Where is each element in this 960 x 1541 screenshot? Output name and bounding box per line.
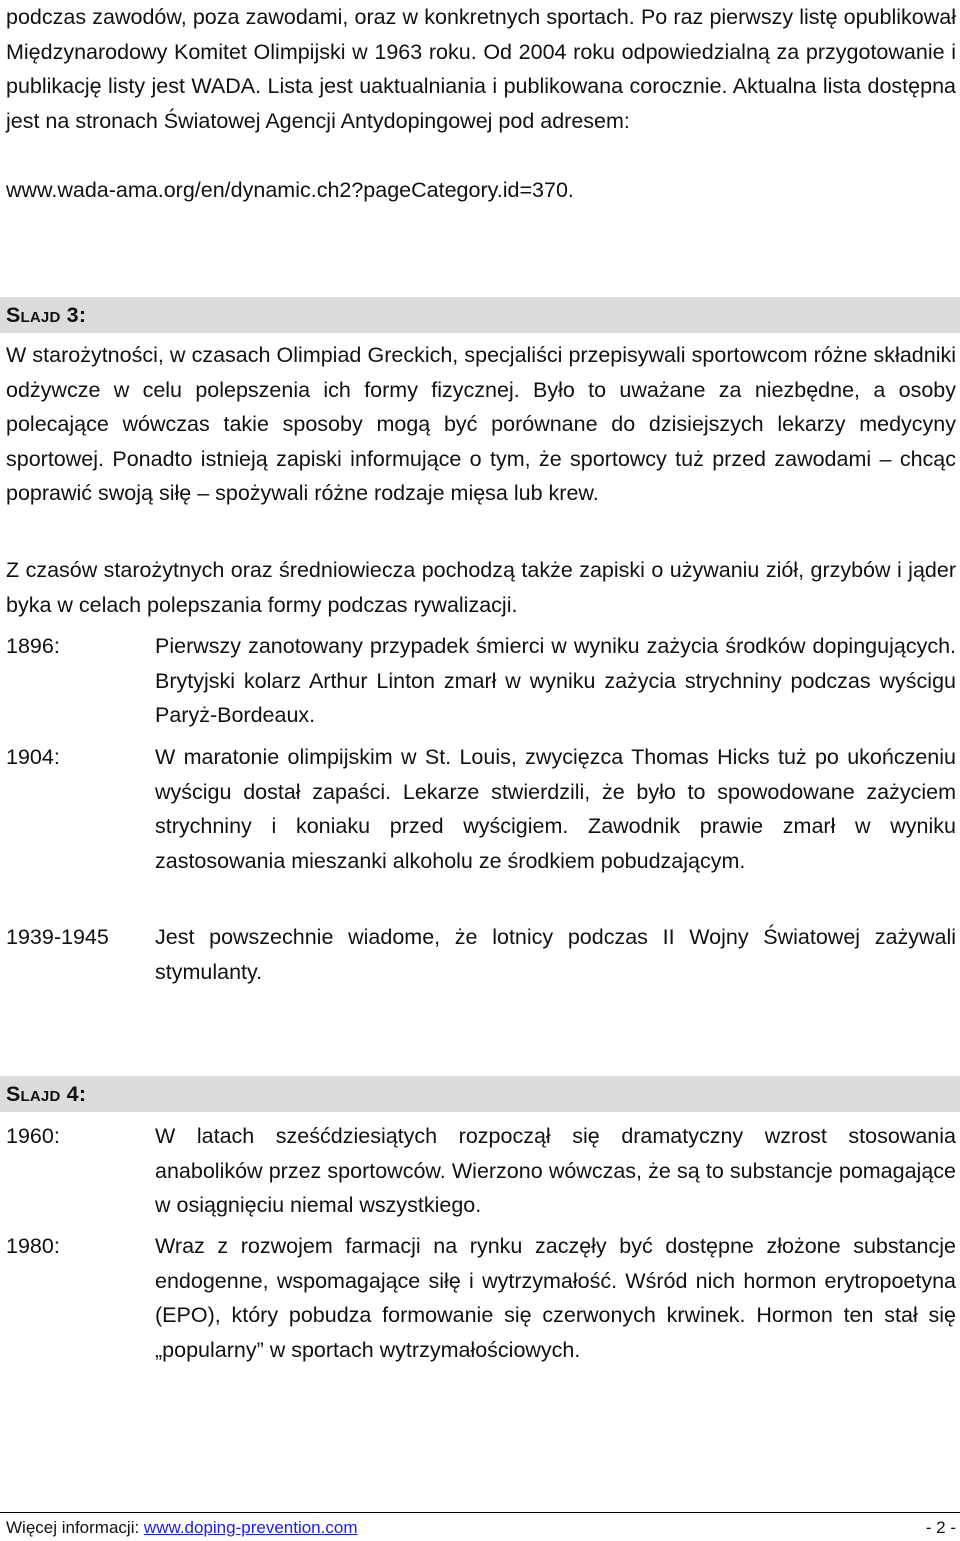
entry-date: 1980: [6, 1234, 60, 1258]
entry-date: 1939-1945 [6, 925, 109, 949]
slide3-paragraph-1: W starożytności, w czasach Olimpiad Greckich, specjaliści przepisywali sportowcom różne składniki odżywcze w celu polepszenia ich formy fizycznej. Było to uważane za niezbędne, a osoby polecające wówczas takie sposoby mogą być porównane do dzisiejszych lekarzy medycyny sportowej. Ponadto istnieją zapiski informujące o tym, że sportowcy tuż przed zawodami – chcąc poprawić swoją siłę – spożywali różne rodzaje mięsa lub krew. [6, 343, 956, 506]
slide3-heading: Slajd 3: [6, 303, 87, 327]
entry-text: Jest powszechnie wiadome, że lotnicy podczas II Wojny Światowej zażywali stymulanty. [155, 925, 956, 984]
page-number: - 2 - [925, 1518, 956, 1537]
entry-date: 1960: [6, 1124, 60, 1148]
intro-url: www.wada-ama.org/en/dynamic.ch2?pageCategory.id=370. [6, 178, 574, 202]
entry-text: W maratonie olimpijskim w St. Louis, zwycięzca Thomas Hicks tuż po ukończeniu wyścigu dostał zapaści. Lekarze stwierdzili, że było to spowodowane zażyciem strychniny i koniaku przed wyścigiem. Zawodnik prawie zmarł w wyniku zastosowania mieszanki alkoholu ze środkiem pobudzającym. [155, 745, 956, 873]
entry-date: 1896: [6, 634, 60, 658]
slide3-heading-bar [0, 297, 960, 333]
slide3-paragraph-2: Z czasów starożytnych oraz średniowiecza pochodzą także zapiski o używaniu ziół, grzybów i jąder byka w celach polepszania formy podczas rywalizacji. [6, 558, 956, 617]
footer-divider [0, 1512, 960, 1513]
slide4-heading: Slajd 4: [6, 1082, 87, 1106]
entry-text: Pierwszy zanotowany przypadek śmierci w wyniku zażycia środków dopingujących. Brytyjski kolarz Arthur Linton zmarł w wyniku zażycia strychniny podczas wyścigu Paryż-Bordeaux. [155, 634, 956, 728]
entry-date: 1904: [6, 745, 60, 769]
footer-link[interactable]: www.doping-prevention.com [143, 1518, 358, 1537]
slide4-heading-bar [0, 1076, 960, 1112]
footer-label: Więcej informacji: [6, 1518, 144, 1537]
entry-text: Wraz z rozwojem farmacji na rynku zaczęły być dostępne złożone substancje endogenne, wspomagające siłę i wytrzymałość. Wśród nich hormon erytropoetyna (EPO), który pobudza formowanie się czerwonych krwinek. Hormon ten stał się „popularny” w sportach wytrzymałościowych. [155, 1234, 956, 1362]
entry-text: W latach sześćdziesiątych rozpoczął się dramatyczny wzrost stosowania anabolików przez sportowców. Wierzono wówczas, że są to substancje pomagające w osiągnięciu niemal wszystkiego. [155, 1124, 956, 1218]
page-footer [6, 1516, 956, 1540]
intro-paragraph: podczas zawodów, poza zawodami, oraz w konkretnych sportach. Po raz pierwszy listę opublikował Międzynarodowy Komitet Olimpijski w 1963 roku. Od 2004 roku odpowiedzialną za przygotowanie i publikację listy jest WADA. Lista jest uaktualniania i publikowana corocznie. Aktualna lista dostępna jest na stronach Światowej Agencji Antydopingowej pod adresem: [6, 5, 956, 133]
